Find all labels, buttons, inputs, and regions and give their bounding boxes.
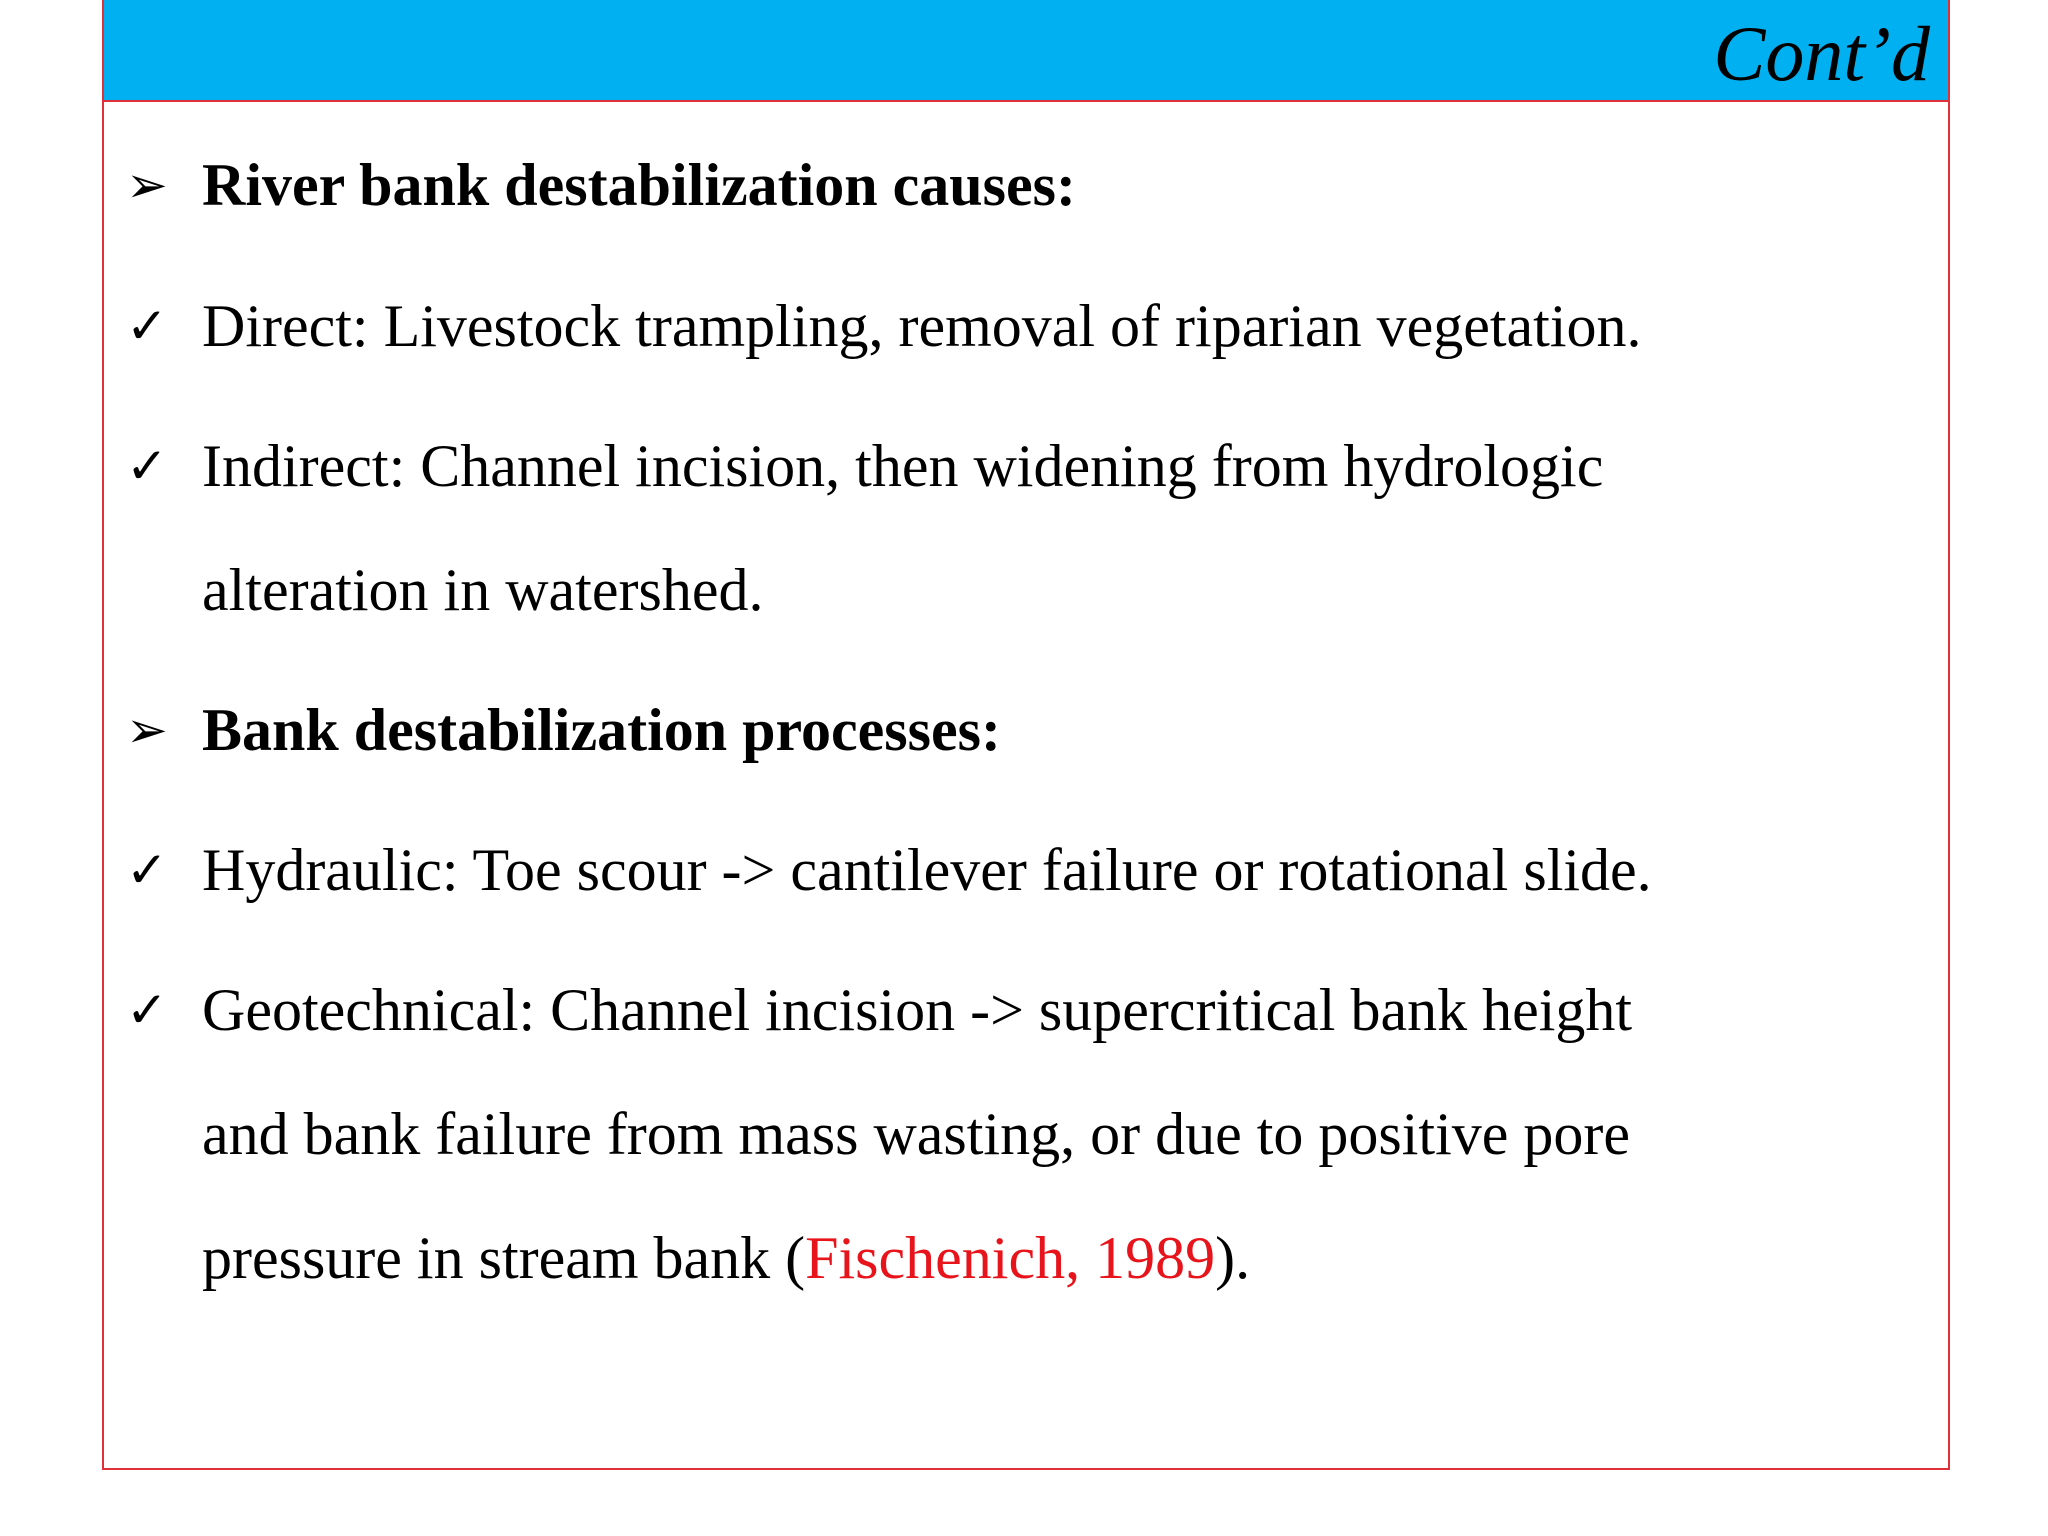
citation-prefix: pressure in stream bank ( [202, 1225, 806, 1291]
list-item-text: Geotechnical: Channel incision -> supercritical bank height [202, 977, 1633, 1043]
checkmark-icon: ✓ [126, 437, 168, 495]
section-heading-text: River bank destabilization causes: [202, 152, 1076, 218]
list-item-continuation-citation-line [202, 1188, 1250, 1328]
arrow-bullet-icon: ➢ [126, 156, 168, 214]
list-item-continuation: and bank failure from mass wasting, or due to positive pore [202, 1101, 1630, 1167]
slide-frame [102, 0, 1950, 1470]
arrow-bullet-icon: ➢ [126, 701, 168, 759]
list-item-text: Direct: Livestock trampling, removal of riparian vegetation. [202, 293, 1642, 359]
section-heading-text: Bank destabilization processes: [202, 697, 1001, 763]
citation-link[interactable]: Fischenich, 1989 [805, 1225, 1216, 1291]
list-item-continuation: alteration in watershed. [202, 557, 764, 623]
list-item-text: Hydraulic: Toe scour -> cantilever failure or rotational slide. [202, 837, 1652, 903]
header-bar [104, 0, 1948, 102]
checkmark-icon: ✓ [126, 297, 168, 355]
checkmark-icon: ✓ [126, 841, 168, 899]
slide-title: Cont’d [1713, 10, 1930, 97]
citation-suffix: ). [1215, 1225, 1251, 1291]
list-item-text: Indirect: Channel incision, then widening from hydrologic [202, 433, 1604, 499]
checkmark-icon: ✓ [126, 981, 168, 1039]
